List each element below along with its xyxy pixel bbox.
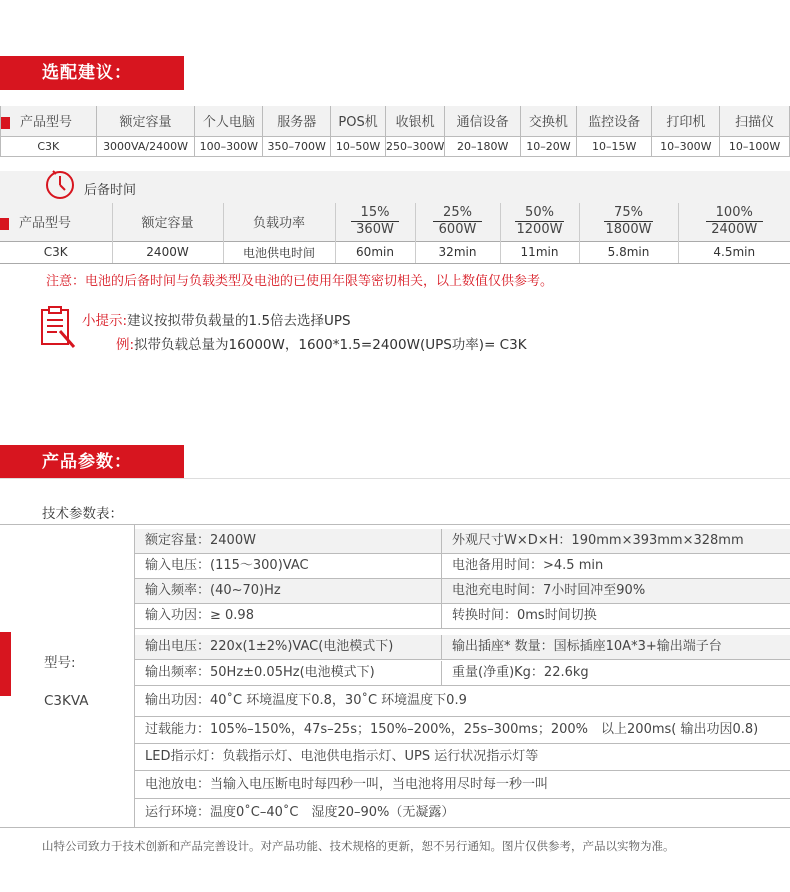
backup-time-table <box>0 203 790 264</box>
param-cell: LED指示灯：负载指示灯、电池供电指示灯、UPS 运行状况指示灯等 <box>145 749 539 764</box>
backup-time-label: 后备时间 <box>84 183 137 198</box>
red-marker <box>1 117 10 129</box>
table-header-cell: 交换机 <box>521 106 577 136</box>
table-row <box>135 579 790 604</box>
load-header-100: $\frac{100\%}{2400W}$ <box>678 203 790 241</box>
table-cell: 5.8min <box>579 241 678 263</box>
clipboard-pen-icon <box>40 305 78 349</box>
example-line: 例:拟带负载总量为16000W，1600*1.5=2400W(UPS功率)= C3K <box>116 337 527 353</box>
table-header-cell: 服务器 <box>263 106 331 136</box>
param-cell: 过载能力：105%–150%，47s–25s；150%–200%，25s–300ms；200% 以上200ms( 输出功因0.8) <box>145 722 759 737</box>
table-row <box>135 799 790 827</box>
table-header-cell: POS机 <box>331 106 386 136</box>
table-header-cell: 收银机 <box>385 106 444 136</box>
param-cell: 运行环境：温度0˚C–40˚C 湿度20–90%（无凝露） <box>145 805 455 820</box>
param-cell: 电池充电时间：7小时回冲至90% <box>452 583 646 598</box>
section-divider <box>0 478 790 479</box>
table-cell: 20–180W <box>445 136 521 156</box>
model-column <box>0 525 135 827</box>
param-cell: 输出功因：40˚C 环境温度下0.8，30˚C 环境温度下0.9 <box>145 693 467 708</box>
table-row <box>135 687 790 717</box>
param-cell: 电池放电：当输入电压断电时每四秒一叫，当电池将用尽时每一秒一叫 <box>145 777 549 792</box>
selection-table-header <box>1 106 790 136</box>
table-row <box>135 604 790 629</box>
table-row <box>135 717 790 744</box>
load-header-25: $\frac{25\%}{600W}$ <box>415 203 500 241</box>
table-row <box>135 661 790 686</box>
table-cell: 10–15W <box>576 136 652 156</box>
table-header-cell: 产品型号 <box>1 106 97 136</box>
section-title-selection: 选配建议： <box>0 56 184 90</box>
table-cell: 100–300W <box>195 136 263 156</box>
load-header-75: $\frac{75\%}{1800W}$ <box>579 203 678 241</box>
section-title-params: 产品参数： <box>0 445 184 479</box>
param-cell: 输出插座* 数量：国标插座10A*3+输出端子台 <box>452 639 722 654</box>
table-cell: 4.5min <box>678 241 790 263</box>
selection-table <box>0 106 790 157</box>
table-header-cell: 扫描仪 <box>720 106 790 136</box>
notice-text: 注意：电池的后备时间与负载类型及电池的已使用年限等密切相关，以上数值仅供参考。 <box>46 274 554 289</box>
table-cell: 3000VA/2400W <box>96 136 195 156</box>
table-header-cell: 额定容量 <box>112 203 223 241</box>
table-cell: 10–100W <box>720 136 790 156</box>
param-cell: 外观尺寸W×D×H：190mm×393mm×328mm <box>452 533 744 548</box>
table-cell: C3K <box>1 136 97 156</box>
table-cell: 2400W <box>112 241 223 263</box>
table-header-cell: 打印机 <box>652 106 720 136</box>
table-row <box>135 529 790 554</box>
load-header-50: $\frac{50\%}{1200W}$ <box>500 203 579 241</box>
footer-disclaimer: 山特公司致力于技术创新和产品完善设计。对产品功能、技术规格的更新，恕不另行通知。图片仅供参考，产品以实物为准。 <box>42 839 675 853</box>
table-cell: 10–300W <box>652 136 720 156</box>
table-cell: 电池供电时间 <box>223 241 335 263</box>
table-row <box>135 554 790 579</box>
param-cell: 输入功因：≥ 0.98 <box>135 604 442 628</box>
table-cell: C3K <box>0 241 112 263</box>
load-header-15: $\frac{15\%}{360W}$ <box>335 203 415 241</box>
table-header-cell: 监控设备 <box>576 106 652 136</box>
table-cell: 250–300W <box>385 136 444 156</box>
red-marker <box>0 632 11 696</box>
table-row <box>135 744 790 771</box>
table-cell: 60min <box>335 241 415 263</box>
table-header-cell: 个人电脑 <box>195 106 263 136</box>
param-cell: 输入频率：(40~70)Hz <box>135 579 442 603</box>
red-marker <box>0 218 9 230</box>
param-cell: 电池备用时间：>4.5 min <box>452 558 604 573</box>
table-header-cell: 额定容量 <box>96 106 195 136</box>
table-row <box>0 241 790 263</box>
table-cell: 350–700W <box>263 136 331 156</box>
clock-icon <box>44 169 76 201</box>
params-table <box>0 524 790 828</box>
table-row <box>135 635 790 660</box>
model-value: C3KVA <box>44 693 89 709</box>
table-row <box>1 136 790 156</box>
table-header-cell: 负载功率 <box>223 203 335 241</box>
tip-line: 小提示:建议按拟带负载量的1.5倍去选择UPS <box>82 313 351 329</box>
param-cell: 重量(净重)Kg：22.6kg <box>452 665 589 680</box>
table-row <box>135 771 790 799</box>
table-header-cell: 通信设备 <box>445 106 521 136</box>
tech-params-title: 技术参数表： <box>42 506 123 522</box>
param-cell: 输入电压：(115～300)VAC <box>135 554 442 578</box>
table-header-cell: 产品型号 <box>0 203 112 241</box>
param-cell: 输出频率：50Hz±0.05Hz(电池模式下) <box>135 661 442 685</box>
param-cell: 输出电压：220x(1±2%)VAC(电池模式下) <box>135 635 442 659</box>
param-cell: 转换时间：0ms时间切换 <box>452 608 597 623</box>
param-cell: 额定容量：2400W <box>135 529 442 553</box>
table-cell: 32min <box>415 241 500 263</box>
table-cell: 11min <box>500 241 579 263</box>
model-label: 型号: <box>44 655 76 671</box>
table-cell: 10–50W <box>331 136 386 156</box>
table-cell: 10–20W <box>521 136 577 156</box>
backup-table-header <box>0 203 790 241</box>
